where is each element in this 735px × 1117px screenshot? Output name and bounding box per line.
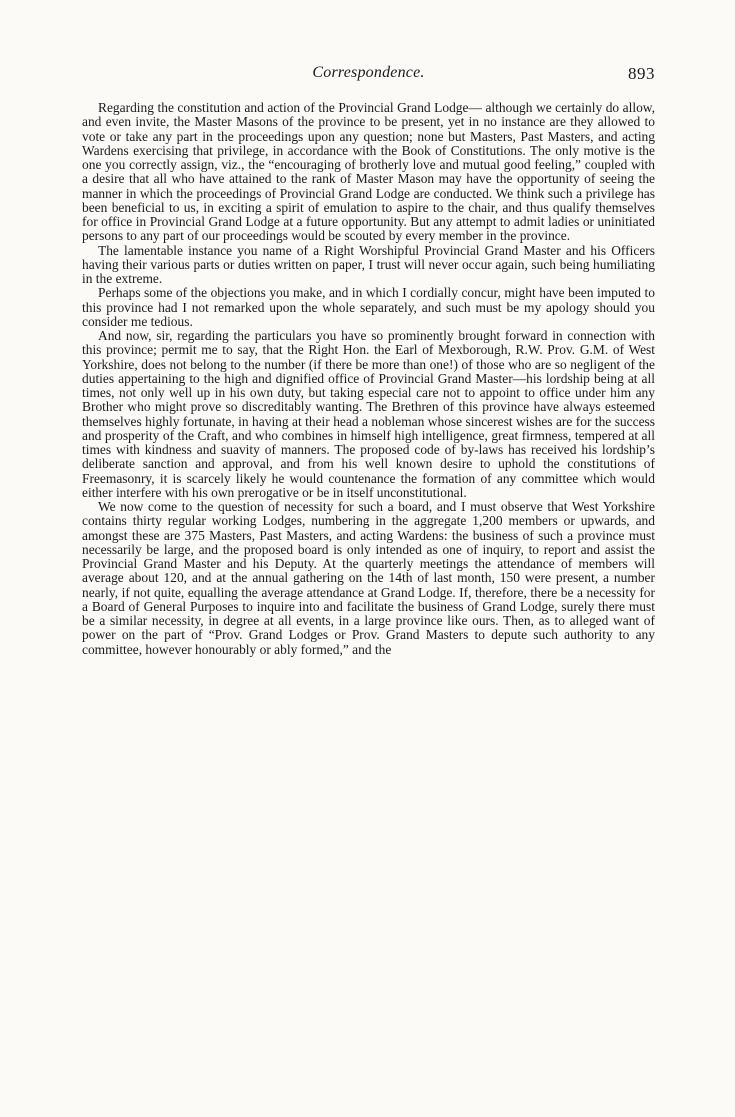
paragraph-necessity-of-board: We now come to the question of necessity for such a board, and I must observe that West Yorkshire contains thirty regular working Lodges, numbering in the aggregate 1,200 members or upwards, and amongst these are 375 Masters, Past Masters, and acting Wardens: the business of such a province must necessarily be large, and the proposed board is only intended as one of inquiry, to report and assist the Provincial Grand Master and his Deputy. At the quarterly meetings the attendance of members will average about 120, and at the annual gathering on the 14th of last month, 150 were present, a number nearly, if not quite, equalling the average attendance at Grand Lodge. If, therefore, there be a necessity for a Board of General Purposes to inquire into and facilitate the business of Grand Lodge, surely there must be a similar necessity, in degree at all events, in a large province like ours. Then, as to alleged want of power on the part of “Prov. Grand Lodges or Prov. Grand Masters to depute such authority to any committee, however honourably or ably formed,” and the	[82, 499, 655, 657]
paragraph-constitution: Regarding the constitution and action of the Provincial Grand Lodge— although we certainly do allow, and even invite, the Master Masons of the province to be present, yet in no instance are they allowed to vote or take any part in the proceedings upon any question; none but Masters, Past Masters, and acting Wardens exercising that privilege, in accordance with the Book of Constitutions. The only motive is the one you correctly assign, viz., the “encouraging of brotherly love and mutual good feeling,” coupled with a desire that all who have attained to the rank of Master Mason may have the opportunity of seeing the manner in which the proceedings of Provincial Grand Lodge are conducted. We think such a privilege has been beneficial to us, in exciting a spirit of emulation to aspire to the chair, and thus qualify themselves for office in Provincial Grand Lodge at a future opportunity. But any attempt to admit ladies or uninitiated persons to any part of our proceedings would be scouted by every member in the province.	[82, 100, 655, 244]
running-title: Correspondence.	[312, 64, 425, 81]
running-head	[82, 64, 655, 86]
paragraph-lamentable-instance: The lamentable instance you name of a Right Worshipful Provincial Grand Master and his Officers having their various parts or duties written on paper, I trust will never occur again, such being humiliating in the extreme.	[82, 242, 655, 286]
page-number: 893	[628, 64, 655, 83]
paragraph-earl-of-mexborough: And now, sir, regarding the particulars you have so prominently brought forward in connection with this province; permit me to say, that the Right Hon. the Earl of Mexborough, R.W. Prov. G.M. of West Yorkshire, does not belong to the number (if there be more than one!) of those who are so negligent of the duties appertaining to the high and dignified office of Provincial Grand Master—his lordship being at all times, not only well up in his own duty, but taking especial care not to appoint to office under him any Brother who might prove so discreditably wanting. The Brethren of this province have always esteemed themselves highly fortunate, in having at their head a nobleman whose sincerest wishes are for the success and prosperity of the Craft, and who combines in himself high intelligence, great firmness, tempered at all times with kindness and suavity of manners. The proposed code of by-laws has received his lordship’s deliberate sanction and approval, and from his well known desire to uphold the constitutions of Freemasonry, it is scarcely likely he would countenance the formation of any committee which would either interfere with his own prerogative or be in itself unconstitutional.	[82, 328, 655, 500]
paragraph-objections: Perhaps some of the objections you make, and in which I cordially concur, might have been imputed to this province had I not remarked upon the whole separately, and such must be my apology should you consider me tedious.	[82, 285, 655, 329]
body-text	[82, 101, 655, 657]
